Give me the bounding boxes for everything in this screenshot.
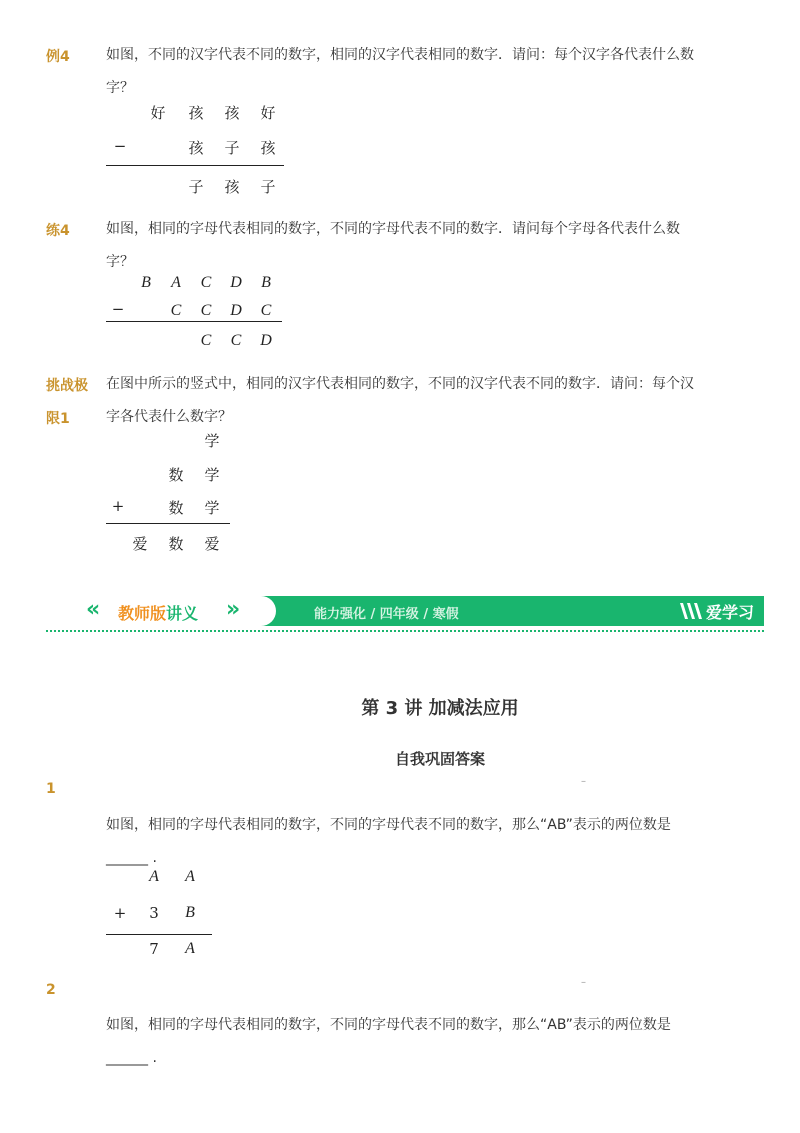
letter: C — [200, 302, 212, 319]
practice-tag: 练4 — [46, 223, 70, 239]
example-text-line2: 字？ — [106, 80, 134, 96]
letter: A — [185, 868, 195, 885]
practice-text-line2: 字？ — [106, 254, 134, 270]
digit: 子 — [188, 178, 204, 196]
double-chevron-left-icon: « — [86, 597, 101, 622]
brand-logo — [678, 600, 754, 623]
letter: D — [230, 274, 242, 291]
letter: B — [261, 274, 271, 291]
sum-line — [106, 321, 282, 322]
challenge-text-line2: 字各代表什么数字？ — [106, 409, 232, 425]
brand-logo-text: 爱学习 — [705, 603, 754, 622]
digit: 孩 — [224, 104, 240, 122]
digit: 爱 — [132, 535, 148, 553]
example-text-line1: 如图，不同的汉字代表不同的数字，相同的汉字代表相同的数字．请问：每个汉字各代表什么数 — [106, 47, 694, 63]
letter: B — [185, 904, 195, 921]
digit: 子 — [224, 139, 240, 157]
digit: 孩 — [188, 139, 204, 157]
digit: 好 — [150, 104, 166, 122]
digit: 孩 — [224, 178, 240, 196]
letter: C — [200, 332, 212, 349]
digit: 数 — [168, 499, 184, 517]
digit: 子 — [260, 178, 276, 196]
challenge-tag-line1: 挑战极 — [46, 378, 88, 394]
dotted-divider — [46, 630, 764, 632]
banner-title-a: 教师版 — [118, 604, 167, 623]
banner-subtitle: 能力强化 / 四年级 / 寒假 — [314, 607, 459, 622]
letter: C — [260, 302, 272, 319]
sum-line — [106, 165, 284, 166]
question-text: 如图，相同的字母代表相同的数字，不同的字母代表不同的数字，那么“AB”表示的两位数是 — [106, 817, 671, 833]
digit: 数 — [168, 535, 184, 553]
question-number: 1 — [46, 781, 56, 797]
practice-text-line1: 如图，相同的字母代表相同的数字，不同的字母代表不同的数字．请问每个字母各代表什么数 — [106, 221, 680, 237]
letter: C — [200, 274, 212, 291]
letter: B — [141, 274, 151, 291]
teacher-edition-banner — [46, 596, 764, 626]
digit: 7 — [149, 940, 159, 958]
sum-line — [106, 523, 230, 524]
digit: 数 — [168, 466, 184, 484]
lecture-title: 第 3 讲 加减法应用 — [361, 698, 519, 719]
minus-sign: − — [113, 137, 127, 155]
digit: 学 — [204, 499, 220, 517]
digit: 孩 — [188, 104, 204, 122]
page-dash: – — [581, 776, 586, 787]
banner-title-b: 讲义 — [166, 604, 199, 623]
digit: 孩 — [260, 139, 276, 157]
page-dash: – — [581, 977, 586, 988]
brand-logo-icon — [678, 601, 706, 621]
answer-blank: ______ . — [106, 1050, 157, 1066]
digit: 3 — [149, 904, 159, 922]
letter: D — [260, 332, 272, 349]
minus-sign: − — [111, 300, 125, 318]
plus-sign: + — [113, 904, 127, 922]
letter: D — [230, 302, 242, 319]
answer-blank: ______ . — [106, 850, 157, 866]
letter: A — [185, 940, 195, 957]
banner-title — [118, 601, 198, 624]
letter: C — [170, 302, 182, 319]
letter: C — [230, 332, 242, 349]
section-title: 自我巩固答案 — [394, 750, 485, 768]
letter: A — [171, 274, 181, 291]
challenge-text-line1: 在图中所示的竖式中，相同的汉字代表相同的数字，不同的汉字代表不同的数字．请问：每个汉 — [106, 376, 694, 392]
example-tag: 例4 — [46, 49, 70, 65]
double-chevron-right-icon: » — [226, 597, 241, 622]
digit: 好 — [260, 104, 276, 122]
plus-sign: + — [111, 497, 125, 515]
question-text: 如图，相同的字母代表相同的数字，不同的字母代表不同的数字，那么“AB”表示的两位数是 — [106, 1017, 671, 1033]
digit: 爱 — [204, 535, 220, 553]
sum-line — [106, 934, 212, 935]
challenge-tag-line2: 限1 — [46, 411, 70, 427]
question-number: 2 — [46, 982, 56, 998]
letter: A — [149, 868, 159, 885]
digit: 学 — [204, 466, 220, 484]
digit: 学 — [204, 432, 220, 450]
